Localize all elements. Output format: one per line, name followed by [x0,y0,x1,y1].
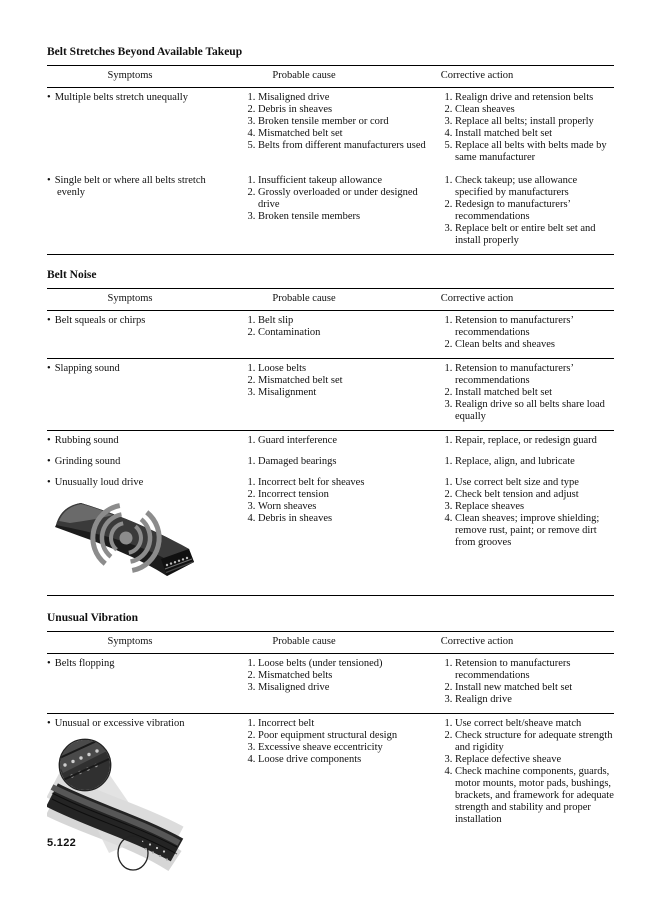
symptom-cell [47,456,243,468]
action-item: 3. Replace all belts; install properly [455,116,614,128]
action-item: 4. Install matched belt set [455,128,614,140]
cause-item: 4. Loose drive components [258,754,432,766]
troubleshooting-table [47,65,614,255]
cause-item: 3. Excessive sheave eccentricity [258,742,432,754]
action-cell [440,175,614,247]
cause-cell [243,718,440,883]
action-cell [440,435,614,447]
symptom-text: Rubbing sound [54,435,119,446]
action-item: 1. Check takeup; use allowance specified by manufacturers [455,175,614,199]
action-cell [440,456,614,468]
symptom-text: Multiple belts stretch unequally [54,92,188,103]
table-row [47,88,614,171]
cause-list [243,363,432,399]
cause-cell [243,435,440,447]
cause-item: 1. Insufficient takeup allowance [258,175,432,187]
bullet-icon: • [47,175,51,186]
action-item: 1. Retension to manufacturers recommendations [455,658,614,682]
cause-cell [243,456,440,468]
symptom-cell [47,718,243,883]
cause-item: 3. Misalignment [258,387,432,399]
action-list [440,175,614,247]
action-cell [440,315,614,351]
cause-item: 1. Incorrect belt for sheaves [258,477,432,489]
header-probable-cause: Probable cause [272,293,336,304]
cause-item: 1. Loose belts [258,363,432,375]
header-probable-cause: Probable cause [272,70,336,81]
vibrating-belt-illustration [47,735,231,883]
symptom-text: Grinding sound [54,456,121,467]
symptom-text: Slapping sound [54,363,120,374]
cause-cell [243,315,440,351]
table-row [47,171,614,254]
cause-item: 1. Incorrect belt [258,718,432,730]
action-list [440,718,614,826]
cause-item: 1. Loose belts (under tensioned) [258,658,432,670]
action-item: 3. Realign drive [455,694,614,706]
troubleshooting-table [47,631,614,890]
cause-item: 3. Broken tensile member or cord [258,116,432,128]
symptom-cell [47,315,243,351]
bullet-icon: • [47,456,51,467]
symptom-text: Belts flopping [54,658,115,669]
cause-cell [243,658,440,706]
action-list [440,658,614,706]
bullet-icon: • [47,315,51,326]
table-header-row [47,66,614,88]
action-list [440,456,614,468]
action-item: 3. Realign drive so all belts share load equally [455,399,614,423]
symptom-text: Unusually loud drive [54,477,144,488]
cause-item: 2. Incorrect tension [258,489,432,501]
section-title: Belt Stretches Beyond Available Takeup [47,46,243,58]
symptom-cell [47,175,243,247]
cause-list [243,658,432,694]
cause-item: 4. Mismatched belt set [258,128,432,140]
noisy-belt-illustration [47,494,231,590]
header-symptoms: Symptoms [107,70,153,81]
cause-item: 5. Belts from different manufacturers used [258,140,432,152]
header-corrective-action: Corrective action [440,293,514,304]
page-content [47,46,614,890]
action-item: 2. Clean belts and sheaves [455,339,614,351]
section-unusual-vibration [47,612,614,890]
action-cell [440,363,614,423]
cause-item: 2. Debris in sheaves [258,104,432,116]
action-item: 2. Install matched belt set [455,387,614,399]
header-corrective-action: Corrective action [440,636,514,647]
bullet-icon: • [47,363,51,374]
cause-item: 1. Guard interference [258,435,432,447]
action-item: 3. Replace sheaves [455,501,614,513]
action-item: 2. Install new matched belt set [455,682,614,694]
header-corrective-action: Corrective action [440,70,514,81]
bullet-icon: • [47,477,51,488]
table-row [47,311,614,358]
section-title: Belt Noise [47,269,97,281]
action-item: 1. Repair, replace, or redesign guard [455,435,614,447]
table-header-row [47,289,614,311]
cause-item: 3. Broken tensile members [258,211,432,223]
cause-list [243,456,432,468]
symptom-text: Belt squeals or chirps [54,315,146,326]
action-item: 2. Redesign to manufacturers’ recommendations [455,199,614,223]
bullet-icon: • [47,718,51,729]
table-row [47,654,614,713]
action-list [440,435,614,447]
section-title: Unusual Vibration [47,612,139,624]
action-item: 3. Replace defective sheave [455,754,614,766]
section-belt-stretches [47,46,614,255]
cause-list [243,477,432,525]
action-item: 1. Use correct belt/sheave match [455,718,614,730]
action-item: 1. Realign drive and retension belts [455,92,614,104]
cause-item: 2. Contamination [258,327,432,339]
table-row [47,452,614,473]
action-cell [440,718,614,883]
action-item: 1. Replace, align, and lubricate [455,456,614,468]
action-item: 5. Replace all belts with belts made by same manufacturer [455,140,614,164]
action-item: 3. Replace belt or entire belt set and install properly [455,223,614,247]
cause-item: 3. Misaligned drive [258,682,432,694]
bullet-icon: • [47,658,51,669]
action-cell [440,477,614,590]
cause-cell [243,175,440,247]
cause-list [243,435,432,447]
page-number: 5.122 [47,837,77,849]
cause-cell [243,92,440,164]
cause-item: 1. Belt slip [258,315,432,327]
table-row [47,713,614,890]
cause-list [243,92,432,152]
action-item: 4. Clean sheaves; improve shielding; remove rust, paint; or remove dirt from grooves [455,513,614,549]
action-item: 1. Use correct belt size and type [455,477,614,489]
header-symptoms: Symptoms [107,293,153,304]
action-item: 2. Clean sheaves [455,104,614,116]
cause-item: 1. Damaged bearings [258,456,432,468]
action-item: 4. Check machine components, guards, motor mounts, motor pads, bushings, brackets, and framework for adequate strength and stability and proper installation [455,766,614,826]
table-row [47,358,614,430]
cause-list [243,175,432,223]
cause-item: 1. Misaligned drive [258,92,432,104]
action-item: 2. Check structure for adequate strength and rigidity [455,730,614,754]
symptom-cell [47,92,243,164]
table-header-row [47,632,614,654]
bullet-icon: • [47,435,51,446]
symptom-cell [47,477,243,590]
cause-cell [243,363,440,423]
bullet-icon: • [47,92,51,103]
table-row [47,430,614,452]
action-list [440,315,614,351]
action-list [440,92,614,164]
action-item: 2. Check belt tension and adjust [455,489,614,501]
cause-item: 2. Mismatched belt set [258,375,432,387]
cause-list [243,315,432,339]
header-symptoms: Symptoms [107,636,153,647]
cause-item: 2. Mismatched belts [258,670,432,682]
symptom-text: Single belt or where all belts stretch evenly [54,175,206,198]
table-row [47,473,614,595]
symptom-cell [47,363,243,423]
symptom-cell [47,658,243,706]
action-list [440,363,614,423]
action-list [440,477,614,549]
action-item: 1. Retension to manufacturers’ recommendations [455,363,614,387]
cause-list [243,718,432,766]
action-cell [440,92,614,164]
section-belt-noise [47,269,614,596]
symptom-text: Unusual or excessive vibration [54,718,185,729]
cause-item: 2. Poor equipment structural design [258,730,432,742]
action-cell [440,658,614,706]
cause-item: 4. Debris in sheaves [258,513,432,525]
symptom-cell [47,435,243,447]
cause-item: 3. Worn sheaves [258,501,432,513]
troubleshooting-table [47,288,614,596]
cause-cell [243,477,440,590]
header-probable-cause: Probable cause [272,636,336,647]
action-item: 1. Retension to manufacturers’ recommendations [455,315,614,339]
cause-item: 2. Grossly overloaded or under designed drive [258,187,432,211]
